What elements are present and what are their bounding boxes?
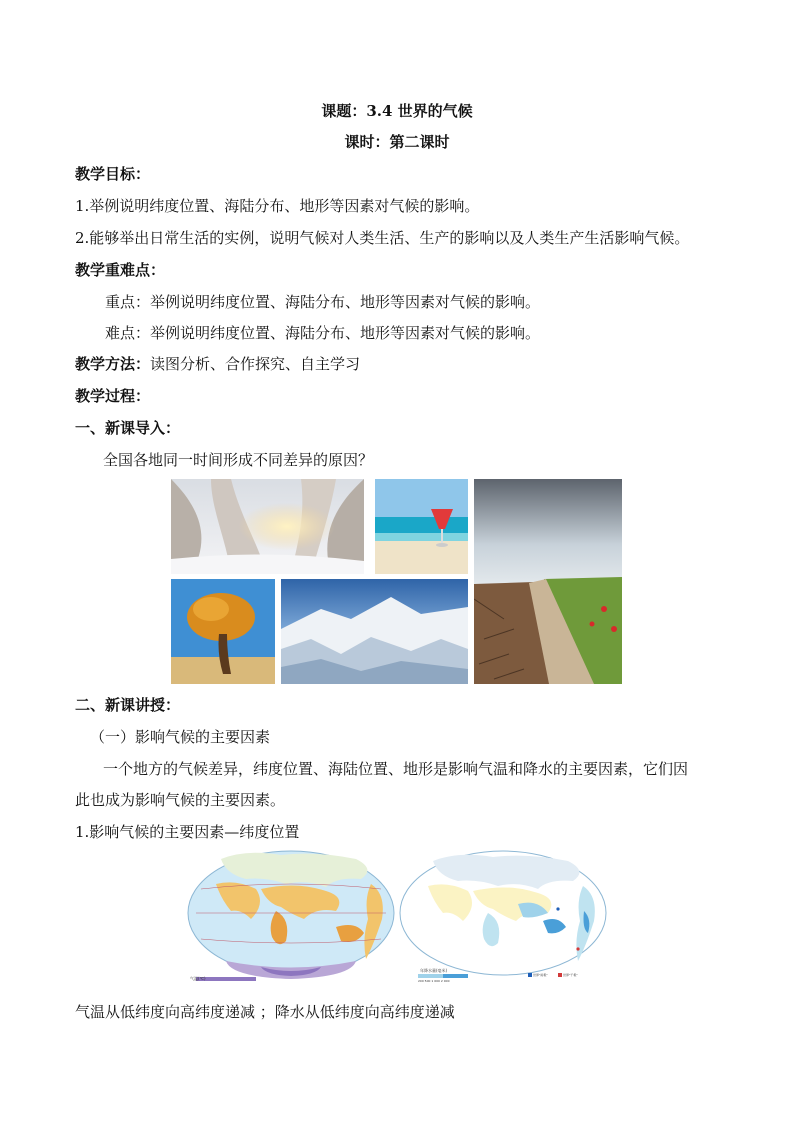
intro-question: 全国各地同一时间形成不同差异的原因？: [103, 451, 374, 469]
beach-drink-photo: [375, 479, 468, 574]
key-points-heading: 教学重难点：: [75, 261, 166, 279]
objective-item: 2.能够举出日常生活的实例，说明气候对人类生活、生产的影响以及人类生产生活影响气候。: [75, 229, 690, 247]
focus-point: 重点：举例说明纬度位置、海陆分布、地形等因素对气候的影响。: [105, 293, 541, 311]
subsection-heading: （一）影响气候的主要因素: [90, 728, 271, 746]
driest-legend-label: 世界"干极": [563, 973, 578, 977]
wettest-legend-label: 世界"雨极": [533, 973, 548, 977]
methods-text: 读图分析、合作探究、自主学习: [150, 355, 361, 373]
world-temperature-map: [186, 849, 396, 989]
page-title: 课题：3.4 世界的气候: [321, 102, 473, 120]
body-paragraph: 此也成为影响气候的主要因素。: [75, 791, 286, 809]
snow-forest-photo: [171, 479, 364, 574]
process-heading: 教学过程：: [75, 387, 151, 405]
conclusion-text: 气温从低纬度向高纬度递减 ；降水从低纬度向高纬度递减: [75, 1003, 455, 1021]
methods-line: [75, 354, 360, 374]
difficulty-point: 难点：举例说明纬度位置、海陆分布、地形等因素对气候的影响。: [105, 324, 541, 342]
drought-field-photo: [474, 479, 622, 684]
world-precipitation-map: [398, 849, 608, 989]
precipitation-legend-ticks: 200 500 1 000 2 000: [418, 979, 450, 983]
temperature-legend-label: 气温(℃): [190, 976, 206, 981]
list-item: 1.影响气候的主要因素—纬度位置: [75, 823, 300, 841]
objective-item: 1.举例说明纬度位置、海陆分布、地形等因素对气候的影响。: [75, 197, 480, 215]
section-heading: 一、新课导入：: [75, 419, 181, 437]
body-paragraph: 一个地方的气候差异，纬度位置、海陆位置、地形是影响气温和降水的主要因素，它们因: [103, 760, 689, 778]
desert-tree-photo: [171, 579, 275, 684]
objectives-heading: 教学目标：: [75, 165, 151, 183]
section-heading: 二、新课讲授：: [75, 696, 181, 714]
snow-mountains-photo: [281, 579, 468, 684]
precipitation-legend-label: 年降水量(毫米): [420, 968, 448, 973]
lesson-period: 课时：第二课时: [344, 133, 450, 151]
methods-label: 教学方法：: [75, 355, 151, 373]
